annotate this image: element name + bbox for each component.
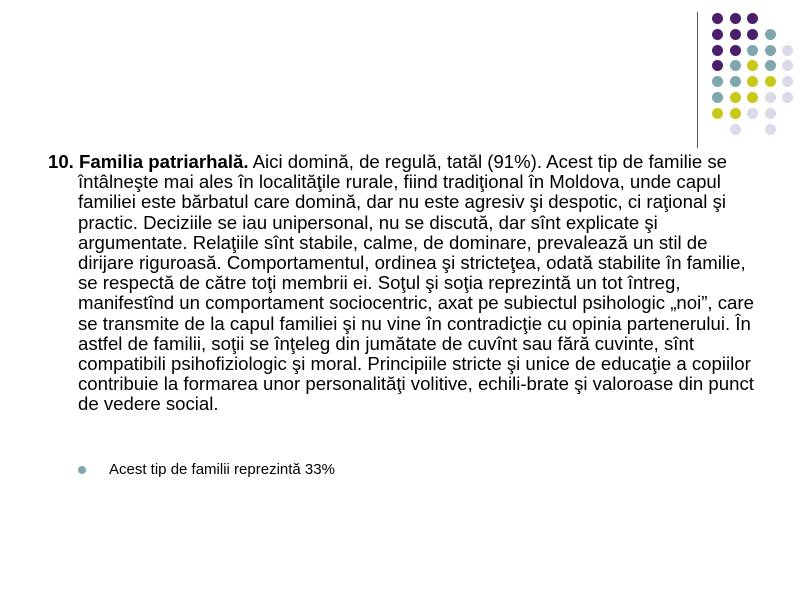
decorative-dot	[730, 13, 741, 24]
decorative-dot	[747, 92, 758, 103]
decorative-dot	[730, 29, 741, 40]
decorative-dot	[712, 92, 723, 103]
decorative-dot	[747, 45, 758, 56]
bullet-dot-icon	[78, 466, 86, 474]
decorative-dot	[747, 60, 758, 71]
decorative-dot	[747, 76, 758, 87]
decorative-dot	[730, 92, 741, 103]
decorative-dot	[765, 124, 776, 135]
decorative-dot	[747, 29, 758, 40]
decorative-dot	[765, 45, 776, 56]
decorative-dot	[730, 60, 741, 71]
decorative-dot	[730, 45, 741, 56]
decorative-dot	[747, 13, 758, 24]
decorative-divider-line	[697, 12, 698, 148]
bullet-item	[78, 460, 335, 480]
decorative-dot	[730, 108, 741, 119]
decorative-dot	[712, 60, 723, 71]
decorative-dot	[765, 29, 776, 40]
decorative-dot	[730, 76, 741, 87]
decorative-dot	[782, 76, 793, 87]
decorative-dot	[765, 108, 776, 119]
decorative-dot	[712, 45, 723, 56]
decorative-dot	[782, 45, 793, 56]
paragraph-heading: 10. Familia patriarhală.	[48, 151, 249, 172]
decorative-dot	[747, 108, 758, 119]
decorative-dot	[730, 124, 741, 135]
decorative-dot	[712, 29, 723, 40]
decorative-dot	[765, 92, 776, 103]
decorative-dot	[712, 13, 723, 24]
decorative-dot	[765, 60, 776, 71]
decorative-dot	[765, 76, 776, 87]
decorative-dot	[782, 60, 793, 71]
content-area	[48, 152, 760, 415]
bullet-text: Acest tip de familii reprezintă 33%	[109, 461, 335, 478]
paragraph-familia-patriarhala	[48, 152, 760, 415]
decorative-dot	[712, 76, 723, 87]
decorative-dot	[782, 92, 793, 103]
decorative-dot	[712, 108, 723, 119]
paragraph-text: Aici domină, de regulă, tatăl (91%). Acest tip de familie se întâlneşte mai ales în localităţile rurale, fiind tradiţional în Moldova, unde capul familiei este bărbatul care domină, dar nu este agresiv şi despotic, ci raţional şi practic. Deciziile se iau unipersonal, nu se discută, dar sînt explicate şi argumentate. Relaţiile sînt stabile, calme, de dominare, prevalează un stil de dirijare riguroasă. Comportamentul, ordinea şi stricteţea, odată stabilite în familie, se respectă de către toţi membrii ei. Soţul şi soţia reprezintă un tot întreg, manifestînd un comportament sociocentric, axat pe subiectul psihologic „noi”, care se transmite de la capul familiei şi nu vine în contradicţie cu opinia partenerului. În astfel de familii, soţii se înţeleg din jumătate de cuvînt sau fără cuvinte, sînt compatibili psihofiziologic şi moral. Principiile stricte şi unice de educaţie a copiilor contribuie la formarea unor personalităţi volitive, echili-brate şi valoroase din punct de vedere social.	[78, 151, 754, 415]
